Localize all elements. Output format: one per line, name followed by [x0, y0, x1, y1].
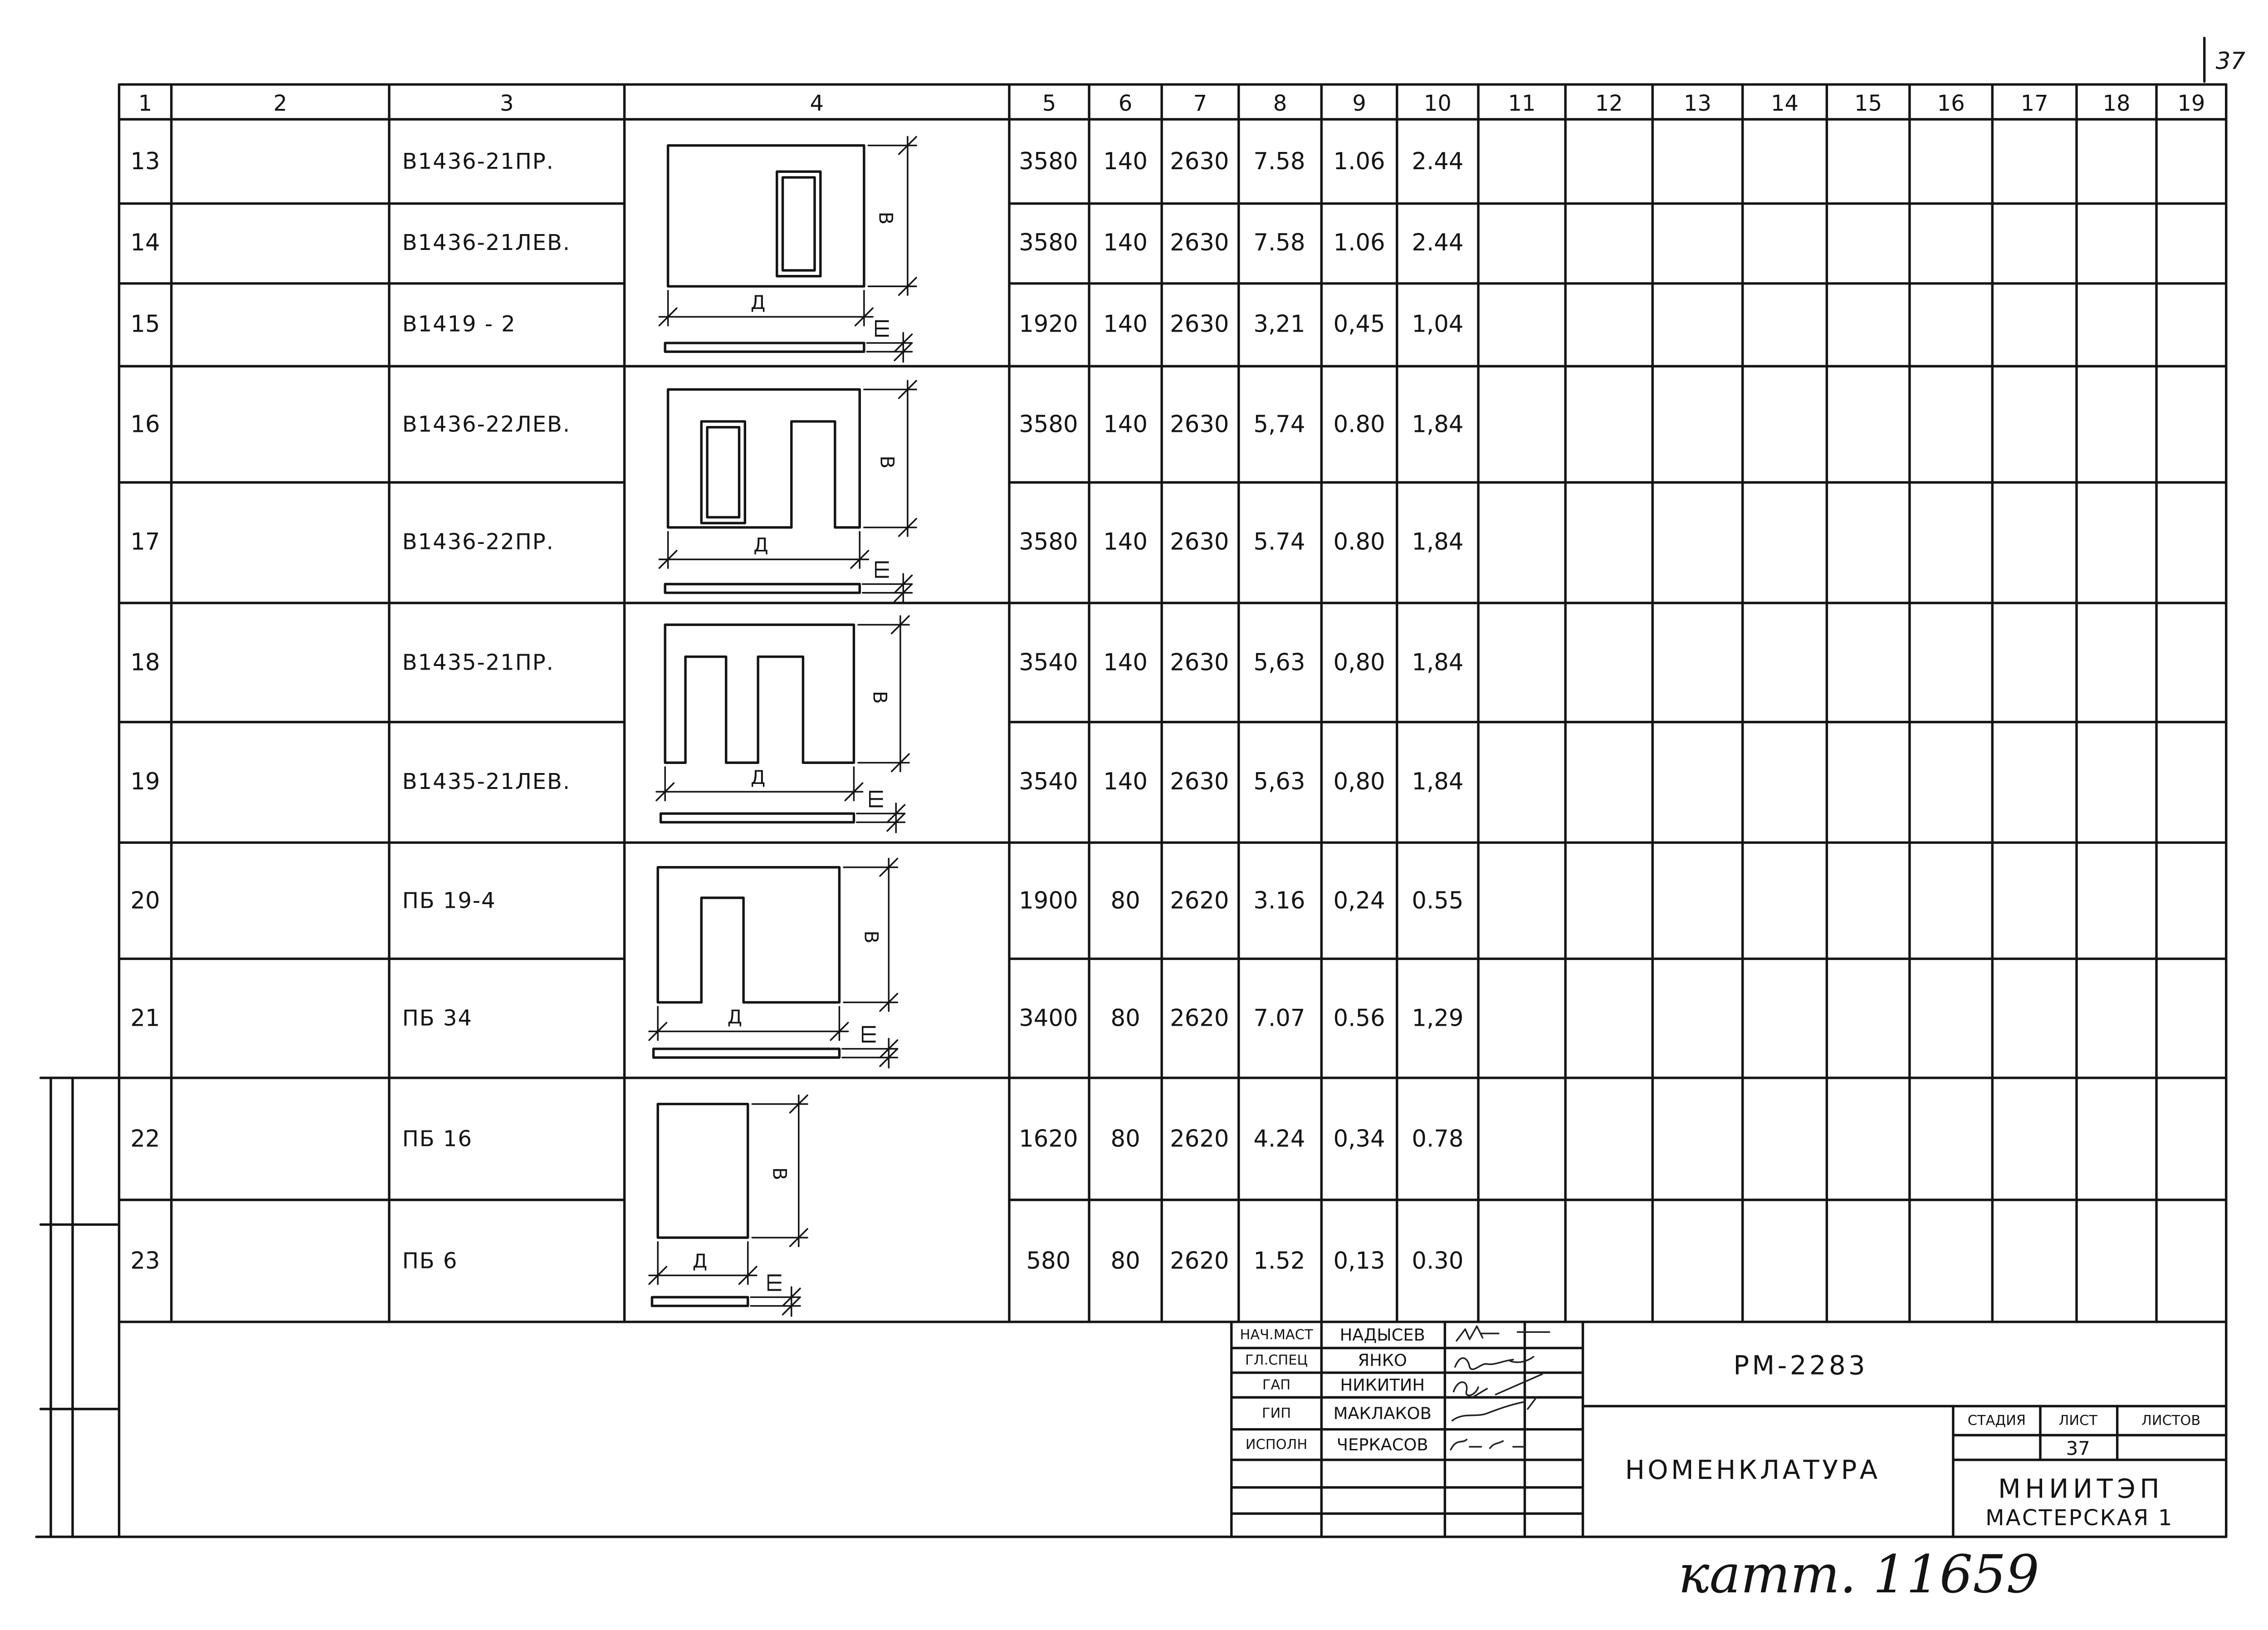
title-block-info	[1625, 1350, 2201, 1531]
element-mark: В1436-22ПР.	[402, 529, 554, 555]
panel-outline	[668, 146, 864, 287]
length-dimension-label: Д	[692, 1249, 708, 1272]
archive-note: катт. 11659	[1678, 1544, 2039, 1605]
stamp-name: НАДЫСЕВ	[1339, 1325, 1425, 1345]
cell-col7: 2630	[1170, 528, 1229, 556]
length-dimension-label: Д	[727, 1005, 743, 1028]
table-row	[131, 411, 1464, 438]
cell-col6: 80	[1110, 887, 1140, 915]
cell-col10: 1,04	[1412, 310, 1464, 338]
cell-col5: 580	[1026, 1247, 1071, 1275]
cell-col6: 80	[1110, 1004, 1140, 1032]
stage-label: СТАДИЯ	[1967, 1412, 2026, 1429]
panel-outline	[658, 1104, 748, 1238]
cell-col8: 5,74	[1253, 411, 1305, 438]
header-row	[138, 91, 2205, 116]
column-header: 18	[2102, 90, 2131, 116]
document-code: РМ-2283	[1733, 1350, 1868, 1381]
cell-col9: 0,24	[1333, 887, 1385, 915]
cell-col5: 3580	[1019, 528, 1078, 556]
column-header: 5	[1042, 90, 1056, 116]
table-row	[131, 310, 1464, 338]
column-header: 2	[273, 90, 288, 116]
table-row	[131, 1247, 1464, 1274]
page-number: 37	[2215, 47, 2245, 75]
row-number: 21	[130, 1004, 160, 1032]
element-mark: ПБ 34	[402, 1005, 473, 1031]
element-mark: В1436-21ЛЕВ.	[402, 230, 571, 256]
cell-col9: 0.56	[1333, 1004, 1385, 1032]
table-row	[131, 229, 1464, 256]
cell-col9: 0,34	[1333, 1125, 1385, 1153]
panel-section	[665, 343, 864, 352]
column-header: 14	[1770, 90, 1799, 116]
opening-outline	[783, 177, 815, 270]
cell-col5: 3580	[1019, 147, 1078, 175]
cell-col10: 1,84	[1412, 528, 1464, 556]
column-header: 1	[138, 90, 152, 116]
cell-col6: 140	[1103, 411, 1148, 438]
column-header: 12	[1595, 90, 1623, 116]
cell-col6: 140	[1103, 310, 1148, 338]
cell-col7: 2630	[1170, 411, 1229, 438]
cell-col5: 1920	[1019, 310, 1078, 338]
row-number: 16	[130, 411, 160, 438]
element-mark: В1435-21ЛЕВ.	[402, 768, 571, 794]
column-header: 11	[1508, 90, 1536, 116]
height-dimension-label: В	[869, 690, 891, 704]
cell-col8: 4.24	[1253, 1125, 1305, 1153]
column-header: 9	[1352, 90, 1366, 116]
cell-col7: 2620	[1170, 1247, 1229, 1275]
column-header: 10	[1423, 90, 1452, 116]
cell-col6: 80	[1110, 1125, 1140, 1153]
element-mark: В1435-21ПР.	[402, 650, 554, 675]
cell-col8: 7.58	[1253, 147, 1305, 175]
cell-col7: 2630	[1170, 768, 1229, 795]
panel-sketch	[659, 137, 916, 362]
element-mark: ПБ 19-4	[402, 888, 496, 914]
panel-sketch	[659, 381, 916, 603]
element-mark: В1419 - 2	[402, 311, 516, 337]
thickness-dimension-label: Ш	[857, 1024, 880, 1045]
thickness-dimension-label: Ш	[763, 1273, 785, 1293]
cell-col7: 2620	[1170, 887, 1229, 915]
table-row	[131, 649, 1464, 676]
document-title: НОМЕНКЛАТУРА	[1625, 1454, 1881, 1485]
row-number: 20	[130, 887, 160, 915]
cell-col5: 3540	[1019, 649, 1078, 676]
stamp-name: НИКИТИН	[1340, 1375, 1425, 1395]
panel-sketch	[649, 859, 897, 1068]
cell-col7: 2620	[1170, 1004, 1229, 1032]
opening-outline	[707, 427, 739, 517]
cell-col7: 2630	[1170, 147, 1229, 175]
signature	[1455, 1357, 1534, 1370]
cell-col8: 5,63	[1253, 649, 1305, 676]
column-header: 13	[1683, 90, 1711, 116]
stamp-name: МАКЛАКОВ	[1333, 1403, 1432, 1423]
table-row	[131, 1125, 1464, 1152]
cell-col8: 3,21	[1253, 310, 1305, 338]
title-block-staff	[1240, 1325, 1432, 1454]
cell-col8: 5,63	[1253, 768, 1305, 795]
cell-col5: 1620	[1019, 1125, 1078, 1153]
opening-outline	[792, 421, 835, 528]
signature	[1457, 1326, 1549, 1341]
element-mark: ПБ 6	[402, 1248, 458, 1274]
row-number: 15	[130, 310, 160, 338]
cell-col6: 80	[1110, 1247, 1140, 1275]
length-dimension-label: Д	[750, 766, 766, 788]
cell-col6: 140	[1103, 649, 1148, 676]
panel-sketch	[656, 616, 909, 832]
stamp-role: ГИП	[1261, 1405, 1291, 1421]
department-name: МАСТЕРСКАЯ 1	[1985, 1505, 2174, 1531]
cell-col6: 140	[1103, 528, 1148, 556]
height-dimension-label: В	[768, 1167, 791, 1180]
panel-sketch	[649, 1095, 807, 1316]
thickness-dimension-label: Ш	[870, 559, 893, 580]
height-dimension-label: В	[860, 930, 883, 944]
cell-col8: 1.52	[1253, 1247, 1305, 1275]
signature	[1451, 1439, 1525, 1449]
cell-col10: 1,84	[1412, 768, 1464, 795]
table-row	[131, 529, 1464, 556]
panel-section	[652, 1297, 748, 1306]
organization-name: МНИИТЭП	[1998, 1473, 2164, 1504]
stamp-role: ГАП	[1262, 1377, 1291, 1393]
cell-col5: 1900	[1019, 887, 1078, 915]
cell-col8: 3.16	[1253, 887, 1305, 915]
thickness-dimension-label: Ш	[864, 789, 887, 809]
element-mark: В1436-22ЛЕВ.	[402, 411, 571, 437]
column-header: 3	[500, 90, 514, 116]
column-header: 6	[1118, 90, 1133, 116]
stamp-role: ГЛ.СПЕЦ	[1245, 1352, 1308, 1369]
cell-col5: 3400	[1019, 1004, 1078, 1032]
cell-col10: 0.30	[1412, 1247, 1464, 1275]
opening-outline	[685, 657, 726, 763]
row-number: 14	[130, 229, 160, 257]
cell-col10: 1,84	[1412, 649, 1464, 676]
panel-outline	[668, 389, 860, 527]
cell-col5: 3540	[1019, 768, 1078, 795]
opening-outline	[758, 657, 803, 763]
cell-col7: 2630	[1170, 229, 1229, 257]
panel-section	[654, 1049, 840, 1057]
column-header: 19	[2177, 90, 2205, 116]
stamp-role: ИСПОЛН	[1245, 1436, 1308, 1453]
cell-col6: 140	[1103, 768, 1148, 795]
sheets-label: ЛИСТОВ	[2141, 1412, 2201, 1429]
cell-col10: 0.55	[1412, 887, 1464, 915]
stamp-name: ЯНКО	[1358, 1351, 1407, 1371]
cell-col8: 7.58	[1253, 229, 1305, 257]
signature	[1454, 1374, 1542, 1397]
cell-col9: 0,45	[1333, 310, 1385, 338]
height-dimension-label: В	[875, 211, 897, 225]
panel-outline	[658, 867, 839, 1003]
row-number: 23	[130, 1247, 160, 1275]
cell-col8: 7.07	[1253, 1004, 1305, 1032]
panel-section	[665, 584, 860, 592]
table-row	[131, 887, 1464, 914]
element-mark: ПБ 16	[402, 1126, 473, 1152]
panel-section	[661, 813, 854, 822]
length-dimension-label: Д	[753, 534, 768, 556]
stamp-name: ЧЕРКАСОВ	[1336, 1434, 1428, 1454]
sheet-label: ЛИСТ	[2058, 1412, 2097, 1429]
cell-col9: 1.06	[1333, 229, 1385, 257]
stamp-role: НАЧ.МАСТ	[1240, 1327, 1313, 1343]
row-number: 19	[130, 768, 160, 795]
sheet-number: 37	[2066, 1437, 2090, 1459]
column-header: 15	[1854, 90, 1882, 116]
cell-col5: 3580	[1019, 411, 1078, 438]
cell-col8: 5.74	[1253, 528, 1305, 556]
cell-col9: 0.80	[1333, 411, 1385, 438]
cell-col5: 3580	[1019, 229, 1078, 257]
column-header: 8	[1273, 90, 1287, 116]
column-header: 16	[1937, 90, 1965, 116]
row-number: 22	[130, 1125, 160, 1153]
opening-outline	[701, 898, 743, 1003]
cell-col10: 0.78	[1412, 1125, 1464, 1153]
cell-col10: 1,84	[1412, 411, 1464, 438]
row-number: 13	[130, 147, 160, 175]
cell-col9: 0,13	[1333, 1247, 1385, 1275]
cell-col9: 0,80	[1333, 768, 1385, 795]
cell-col6: 140	[1103, 229, 1148, 257]
table-row	[131, 1005, 1464, 1032]
element-mark: В1436-21ПР.	[402, 148, 554, 174]
column-header: 17	[2020, 90, 2048, 116]
cell-col9: 0,80	[1333, 649, 1385, 676]
cell-col7: 2630	[1170, 310, 1229, 338]
cell-col6: 140	[1103, 147, 1148, 175]
sketch-column	[649, 137, 916, 1316]
row-number: 17	[130, 528, 160, 556]
column-header: 4	[810, 90, 824, 116]
length-dimension-label: Д	[750, 291, 766, 313]
height-dimension-label: В	[876, 455, 899, 469]
row-number: 18	[130, 649, 160, 676]
cell-col9: 0.80	[1333, 528, 1385, 556]
panel-outline	[665, 625, 854, 763]
cell-col9: 1.06	[1333, 147, 1385, 175]
thickness-dimension-label: Ш	[870, 318, 893, 339]
cell-col7: 2620	[1170, 1125, 1229, 1153]
cell-col10: 2.44	[1412, 147, 1464, 175]
cell-col10: 1,29	[1412, 1004, 1464, 1032]
signatures	[1451, 1326, 1549, 1449]
column-header: 7	[1193, 90, 1207, 116]
cell-col10: 2.44	[1412, 229, 1464, 257]
cell-col7: 2630	[1170, 649, 1229, 676]
